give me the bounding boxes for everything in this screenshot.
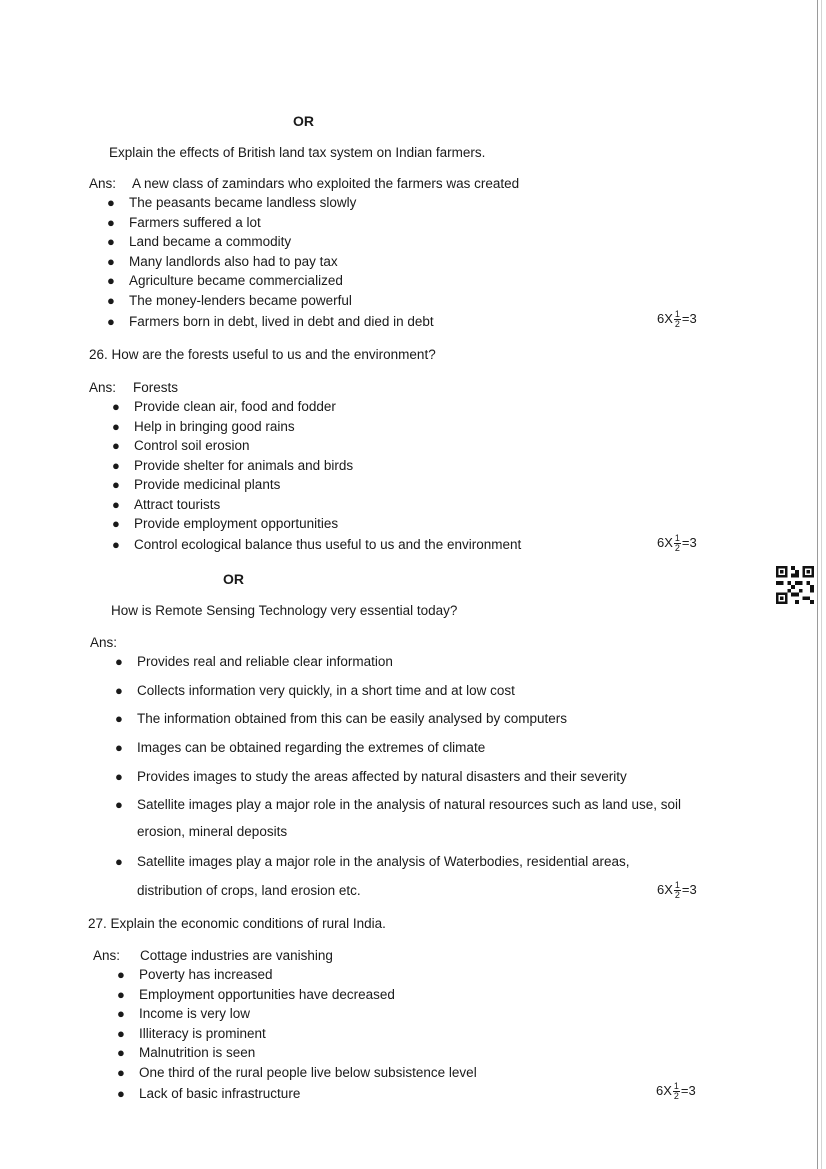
or-heading-2: OR bbox=[223, 571, 244, 587]
list-item: ● Employment opportunities have decreased bbox=[117, 986, 395, 1002]
scan-edge-line-faint bbox=[821, 0, 822, 1169]
qr-code-icon bbox=[775, 566, 815, 604]
list-item: ● Satellite images play a major role in the analysis of natural resources such as land use, soil erosion, mineral deposits bbox=[115, 797, 682, 840]
or-heading-1: OR bbox=[293, 113, 314, 129]
bullet-icon: ● bbox=[117, 967, 125, 982]
bullet-icon: ● bbox=[117, 1085, 125, 1101]
list-item: ● Images can be obtained regarding the extremes of climate bbox=[115, 740, 486, 756]
bullet-icon: ● bbox=[115, 711, 123, 727]
list-item: ● Control soil erosion bbox=[112, 438, 250, 453]
bullet-icon: ● bbox=[112, 537, 120, 552]
marks-26-or: 6X $\frac{1}{2}$ =3 bbox=[657, 880, 697, 900]
list-item: ● Provide shelter for animals and birds bbox=[112, 457, 354, 473]
question-25-or: Explain the effects of British land tax system on Indian farmers. bbox=[109, 145, 486, 160]
bullet-icon: ● bbox=[117, 986, 125, 1002]
list-item: ● Many landlords also had to pay tax bbox=[107, 253, 338, 269]
bullet-icon: ● bbox=[115, 797, 123, 813]
bullet-icon: ● bbox=[107, 214, 115, 230]
bullet-icon: ● bbox=[107, 273, 115, 288]
list-item: ● The information obtained from this can be easily analysed by computers bbox=[115, 711, 567, 727]
list-item: ● Provide medicinal plants bbox=[112, 477, 281, 492]
answer-list-26-or bbox=[115, 654, 682, 911]
marks-27: 6X $\frac{1}{2}$ =3 bbox=[656, 1081, 696, 1101]
bullet-icon: ● bbox=[112, 496, 120, 512]
bullet-icon: ● bbox=[117, 1045, 125, 1060]
list-item: ● The money-lenders became powerful bbox=[107, 292, 352, 308]
question-27: 27. Explain the economic conditions of rural India. bbox=[88, 916, 386, 931]
bullet-icon: ● bbox=[107, 292, 115, 308]
list-item: ● The peasants became landless slowly bbox=[107, 195, 357, 210]
bullet-icon: ● bbox=[115, 854, 123, 870]
list-item-continuation: distribution of crops, land erosion etc. bbox=[137, 883, 361, 899]
bullet-icon: ● bbox=[112, 438, 120, 453]
bullet-icon: ● bbox=[112, 477, 120, 492]
question-26-or: How is Remote Sensing Technology very essential today? bbox=[111, 603, 458, 618]
scan-edge-line bbox=[817, 0, 818, 1169]
bullet-icon: ● bbox=[115, 768, 123, 784]
list-item-continuation: erosion, mineral deposits bbox=[137, 824, 288, 840]
list-item: ● Provide employment opportunities bbox=[112, 516, 339, 531]
answer-list-25 bbox=[107, 195, 434, 333]
list-item: ● Land became a commodity bbox=[107, 234, 292, 249]
bullet-icon: ● bbox=[117, 1064, 125, 1080]
list-item: ● Farmers born in debt, lived in debt and died in debt bbox=[107, 313, 434, 329]
bullet-icon: ● bbox=[107, 313, 115, 329]
list-item: ● Illiteracy is prominent bbox=[117, 1025, 266, 1041]
ans-label-26: Ans: bbox=[89, 380, 117, 395]
bullet-icon: ● bbox=[115, 654, 123, 669]
ans-label-27: Ans: bbox=[93, 948, 121, 963]
answer-first-line-25: A new class of zamindars who exploited the farmers was created bbox=[132, 176, 520, 191]
bullet-icon: ● bbox=[112, 516, 120, 531]
answer-list-27 bbox=[117, 967, 477, 1105]
bullet-icon: ● bbox=[107, 234, 115, 249]
list-item: ● Poverty has increased bbox=[117, 967, 273, 982]
list-item: ● Income is very low bbox=[117, 1006, 251, 1021]
bullet-icon: ● bbox=[117, 1025, 125, 1041]
ans-label-25: Ans: bbox=[89, 176, 117, 191]
list-item: ● Help in bringing good rains bbox=[112, 418, 295, 434]
list-item: ● Provide clean air, food and fodder bbox=[112, 399, 336, 414]
bullet-icon: ● bbox=[115, 682, 123, 698]
list-item: ● Farmers suffered a lot bbox=[107, 214, 261, 230]
question-26: 26. How are the forests useful to us and the environment? bbox=[89, 347, 436, 362]
list-item: ● Agriculture became commercialized bbox=[107, 273, 343, 288]
bullet-icon: ● bbox=[107, 195, 115, 210]
list-item: ● Satellite images play a major role in the analysis of Waterbodies, residential areas, distribution of crops, land erosion etc. bbox=[115, 854, 630, 899]
list-item: ● Lack of basic infrastructure bbox=[117, 1085, 301, 1101]
bullet-icon: ● bbox=[112, 418, 120, 434]
list-item: ● One third of the rural people live below subsistence level bbox=[117, 1064, 477, 1080]
list-item: ● Provides images to study the areas affected by natural disasters and their severity bbox=[115, 768, 627, 784]
answer-list-26 bbox=[112, 399, 522, 557]
marks-25: 6X $\frac{1}{2}$ =3 bbox=[657, 309, 697, 329]
answer-first-line-26: Forests bbox=[133, 380, 179, 395]
bullet-icon: ● bbox=[115, 740, 123, 756]
ans-label-26-or: Ans: bbox=[90, 635, 118, 650]
list-item: ● Attract tourists bbox=[112, 496, 221, 512]
marks-26: 6X $\frac{1}{2}$ =3 bbox=[657, 533, 697, 553]
bullet-icon: ● bbox=[112, 457, 120, 473]
list-item: ● Collects information very quickly, in a short time and at low cost bbox=[115, 682, 515, 698]
list-item: ● Control ecological balance thus useful to us and the environment bbox=[112, 537, 522, 552]
list-item: ● Malnutrition is seen bbox=[117, 1045, 256, 1060]
bullet-icon: ● bbox=[107, 253, 115, 269]
bullet-icon: ● bbox=[112, 399, 120, 414]
answer-first-line-27: Cottage industries are vanishing bbox=[140, 948, 333, 963]
list-item: ● Provides real and reliable clear information bbox=[115, 654, 393, 669]
bullet-icon: ● bbox=[117, 1006, 125, 1021]
